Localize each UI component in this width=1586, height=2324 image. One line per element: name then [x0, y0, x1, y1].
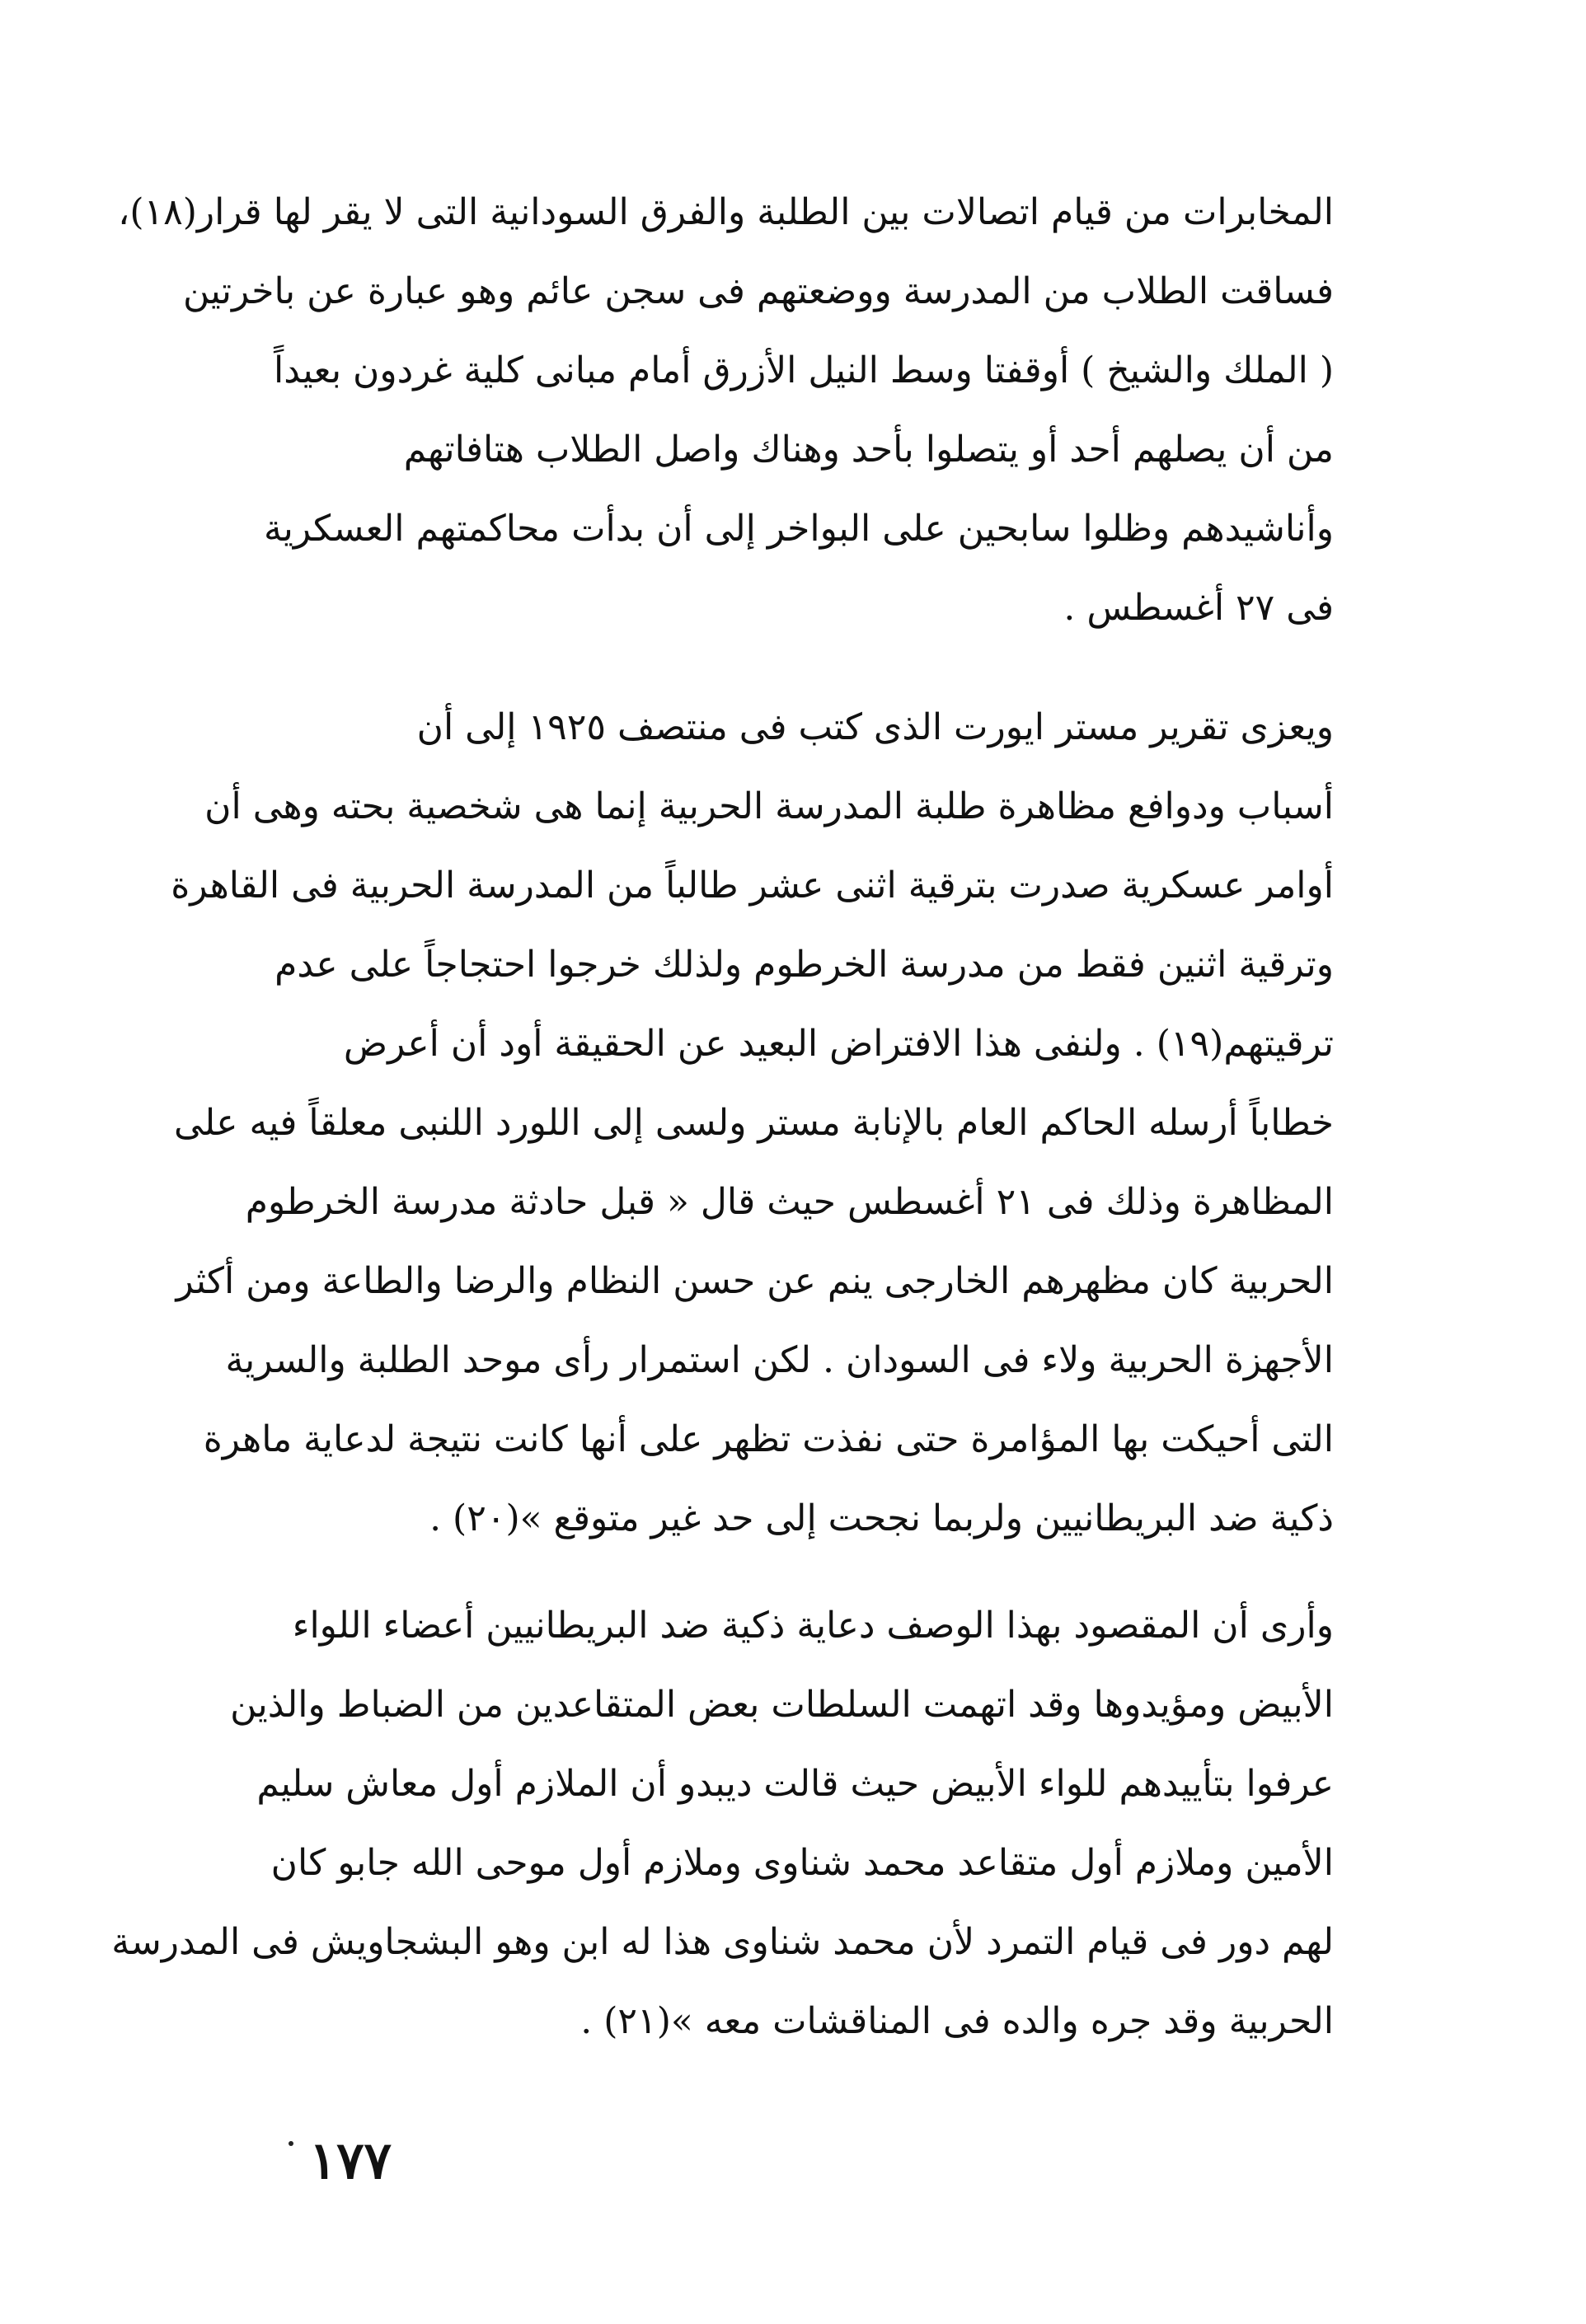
- text-line: الأبيض ومؤيدوها وقد اتهمت السلطات بعض المتقاعدين من الضباط والذين: [230, 1684, 1334, 1726]
- text-line: الأجهزة الحربية ولاء فى السودان . لكن استمرار رأى موحد الطلبة والسرية: [225, 1339, 1334, 1381]
- text-line: أسباب ودوافع مظاهرة طلبة المدرسة الحربية إنما هى شخصية بحته وهى أن: [204, 785, 1334, 827]
- text-line: وترقية اثنين فقط من مدرسة الخرطوم ولذلك خرجوا احتجاجاً على عدم: [274, 944, 1334, 986]
- paragraph-3: [111, 1586, 1334, 2061]
- text-line: لهم دور فى قيام التمرد لأن محمد شناوى هذا له ابن وهو البشجاويش فى المدرسة: [111, 1921, 1334, 1963]
- text-line: المخابرات من قيام اتصالات بين الطلبة والفرق السودانية التى لا يقر لها قرار(١٨)،: [118, 191, 1334, 233]
- text-line: وأناشيدهم وظلوا سابحين على البواخر إلى أن بدأت محاكمتهم العسكرية: [264, 508, 1334, 550]
- paragraph-1: [118, 173, 1334, 648]
- page-number: ١٧٧: [309, 2130, 392, 2190]
- text-line: الحربية كان مظهرهم الخارجى ينم عن حسن النظام والرضا والطاعة ومن أكثر: [176, 1260, 1334, 1302]
- text-line: الحربية وقد جره والده فى المناقشات معه »(٢١) .: [580, 2000, 1334, 2042]
- text-line: ترقيتهم(١٩) . ولنفى هذا الافتراض البعيد عن الحقيقة أود أن أعرض: [343, 1023, 1334, 1065]
- scan-speck: [289, 2141, 293, 2146]
- text-line: فساقت الطلاب من المدرسة ووضعتهم فى سجن عائم وهو عبارة عن باخرتين: [182, 270, 1334, 312]
- text-line: ذكية ضد البريطانيين ولربما نجحت إلى حد غير متوقع »(٢٠) .: [429, 1497, 1334, 1539]
- text-line: التى أحيكت بها المؤامرة حتى نفذت تظهر على أنها كانت نتيجة لدعاية ماهرة: [203, 1418, 1334, 1460]
- text-line: خطاباً أرسله الحاكم العام بالإنابة مستر ولسى إلى اللورد اللنبى معلقاً فيه على: [174, 1102, 1334, 1144]
- text-line: الأمين وملازم أول متقاعد محمد شناوى وملازم أول موحى الله جابو كان: [270, 1842, 1334, 1884]
- paragraph-2: [171, 688, 1334, 1558]
- text-line: فى ٢٧ أغسطس .: [1063, 587, 1334, 629]
- text-line: المظاهرة وذلك فى ٢١ أغسطس حيث قال « قبل حادثة مدرسة الخرطوم: [245, 1181, 1334, 1223]
- text-line: وأرى أن المقصود بهذا الوصف دعاية ذكية ضد البريطانيين أعضاء اللواء: [292, 1605, 1334, 1647]
- text-line: ( الملك والشيخ ) أوقفتا وسط النيل الأزرق أمام مبانى كلية غردون بعيداً: [274, 349, 1334, 391]
- text-line: أوامر عسكرية صدرت بترقية اثنى عشر طالباً من المدرسة الحربية فى القاهرة: [171, 864, 1334, 907]
- text-line: من أن يصلهم أحد أو يتصلوا بأحد وهناك واصل الطلاب هتافاتهم: [403, 429, 1334, 471]
- text-line: ويعزى تقرير مستر ايورت الذى كتب فى منتصف ١٩٢٥ إلى أن: [416, 706, 1334, 748]
- text-line: عرفوا بتأييدهم للواء الأبيض حيث قالت ديبدو أن الملازم أول معاش سليم: [256, 1763, 1334, 1805]
